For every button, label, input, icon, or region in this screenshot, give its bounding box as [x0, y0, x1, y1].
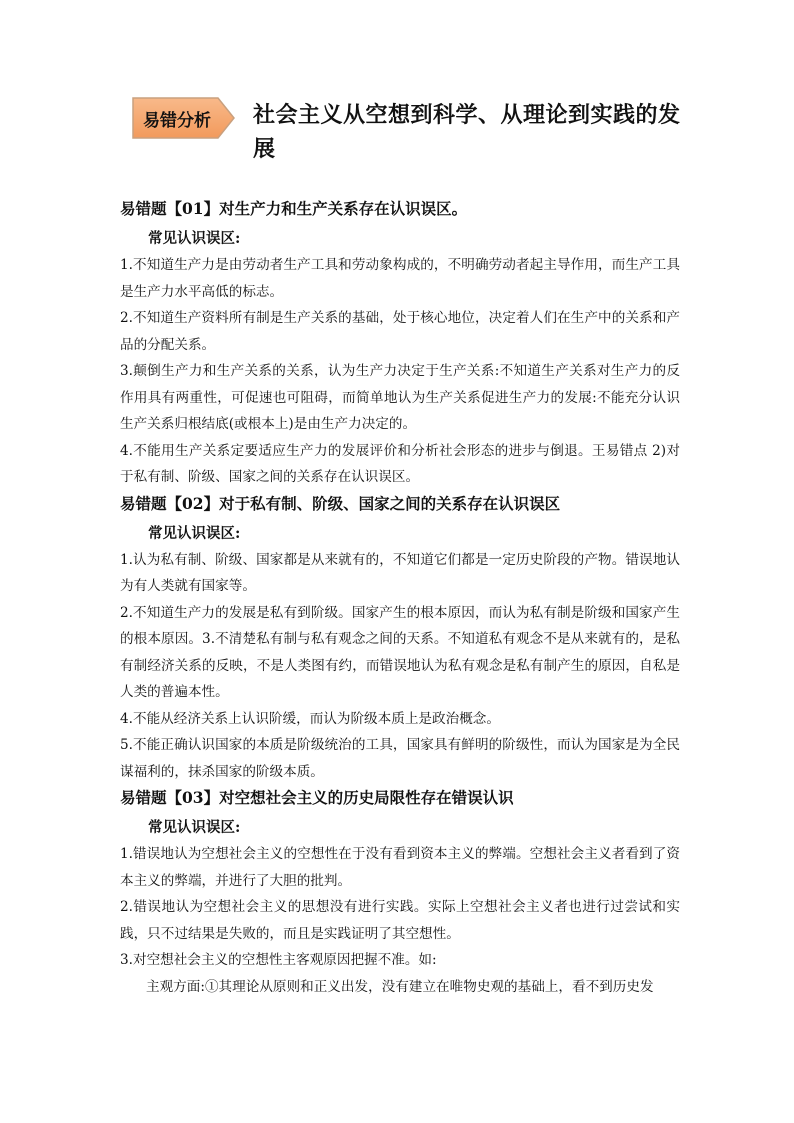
- badge-label: 易错分析: [143, 111, 211, 131]
- paragraph: 1.认为私有制、阶级、国家都是从来就有的，不知道它们都是一定历史阶段的产物。错误地认为有人类就有国家等。: [120, 551, 680, 594]
- section-subheading: 常见认识误区:: [148, 524, 241, 542]
- section-subheading: 常见认识误区:: [148, 819, 241, 836]
- paragraph: 3.对空想社会主义的空想性主客观原因把握不准。如:: [120, 952, 437, 968]
- paragraph: 4.不能从经济关系上认识阶缓，而认为阶级本质上是政治概念。: [120, 710, 500, 727]
- paragraph: 5.不能正确认识国家的本质是阶级统治的工具，国家具有鲜明的阶级性，而认为国家是为全民谋福利的，抹杀国家的阶级本质。: [120, 737, 680, 780]
- section-header: [130, 95, 690, 175]
- section-heading: 易错题【03】对空想社会主义的历史局限性存在错误认识: [120, 788, 514, 807]
- paragraph: 2.不知道生产资料所有制是生产关系的基础，处于核心地位，决定着人们在生产中的关系和产品的分配关系。: [120, 310, 680, 353]
- document-body: [120, 196, 680, 1000]
- paragraph: 2.错误地认为空想社会主义的思想没有进行实践。实际上空想社会主义者也进行过尝试和实践，只不过结果是失败的，而且是实践证明了其空想性。: [120, 899, 680, 942]
- paragraph: 2.不知道生产力的发展是私有到阶级。国家产生的根本原因，而认为私有制是阶级和国家产生的根本原因。3.不清楚私有制与私有观念之间的天系。不知道私有观念不是从来就有的，是私有制经济关系的反映，不是人类图有约，而错误地认为私有观念是私有制产生的原因，自私是人类的普遍本性。: [120, 604, 680, 700]
- paragraph: 1.不知道生产力是由劳动者生产工具和劳动象构成的，不明确劳动者起主导作用，而生产工具是生产力水平高低的标志。: [120, 257, 680, 300]
- section-heading: 易错题【02】对于私有制、阶级、国家之间的关系存在认识误区: [120, 493, 561, 513]
- paragraph: 1.错误地认为空想社会主义的空想性在于没有看到资本主义的弊端。空想社会主义者看到了资本主义的弊端，并进行了大胆的批判。: [120, 846, 680, 889]
- error-analysis-badge: [130, 95, 236, 141]
- section-heading: 易错题【01】对生产力和生产关系存在认识误区。: [120, 199, 468, 218]
- paragraph: 3.颠倒生产力和生产关系的关系，认为生产力决定于生产关系:不知道生产关系对生产力的反作用具有两重性，可促速也可阻碍，而简单地认为生产关系促进生产力的发展:不能充分认识生产关系归根结底(或根本上)是由生产力决定的。: [120, 363, 680, 432]
- section-subheading: 常见认识误区:: [148, 230, 241, 247]
- section-02: [120, 491, 680, 786]
- page-title: 社会主义从空想到科学、从理论到实践的发展: [253, 103, 681, 162]
- paragraph: 主观方面:①其理论从原则和正义出发，没有建立在唯物史观的基础上，看不到历史发: [146, 978, 654, 995]
- section-01: [120, 196, 680, 491]
- paragraph: 4.不能用生产关系定要适应生产力的发展评价和分析社会形态的进步与倒退。王易错点 2)对于私有制、阶级、国家之间的关系存在认识误区。: [120, 442, 680, 485]
- section-03: [120, 785, 680, 1000]
